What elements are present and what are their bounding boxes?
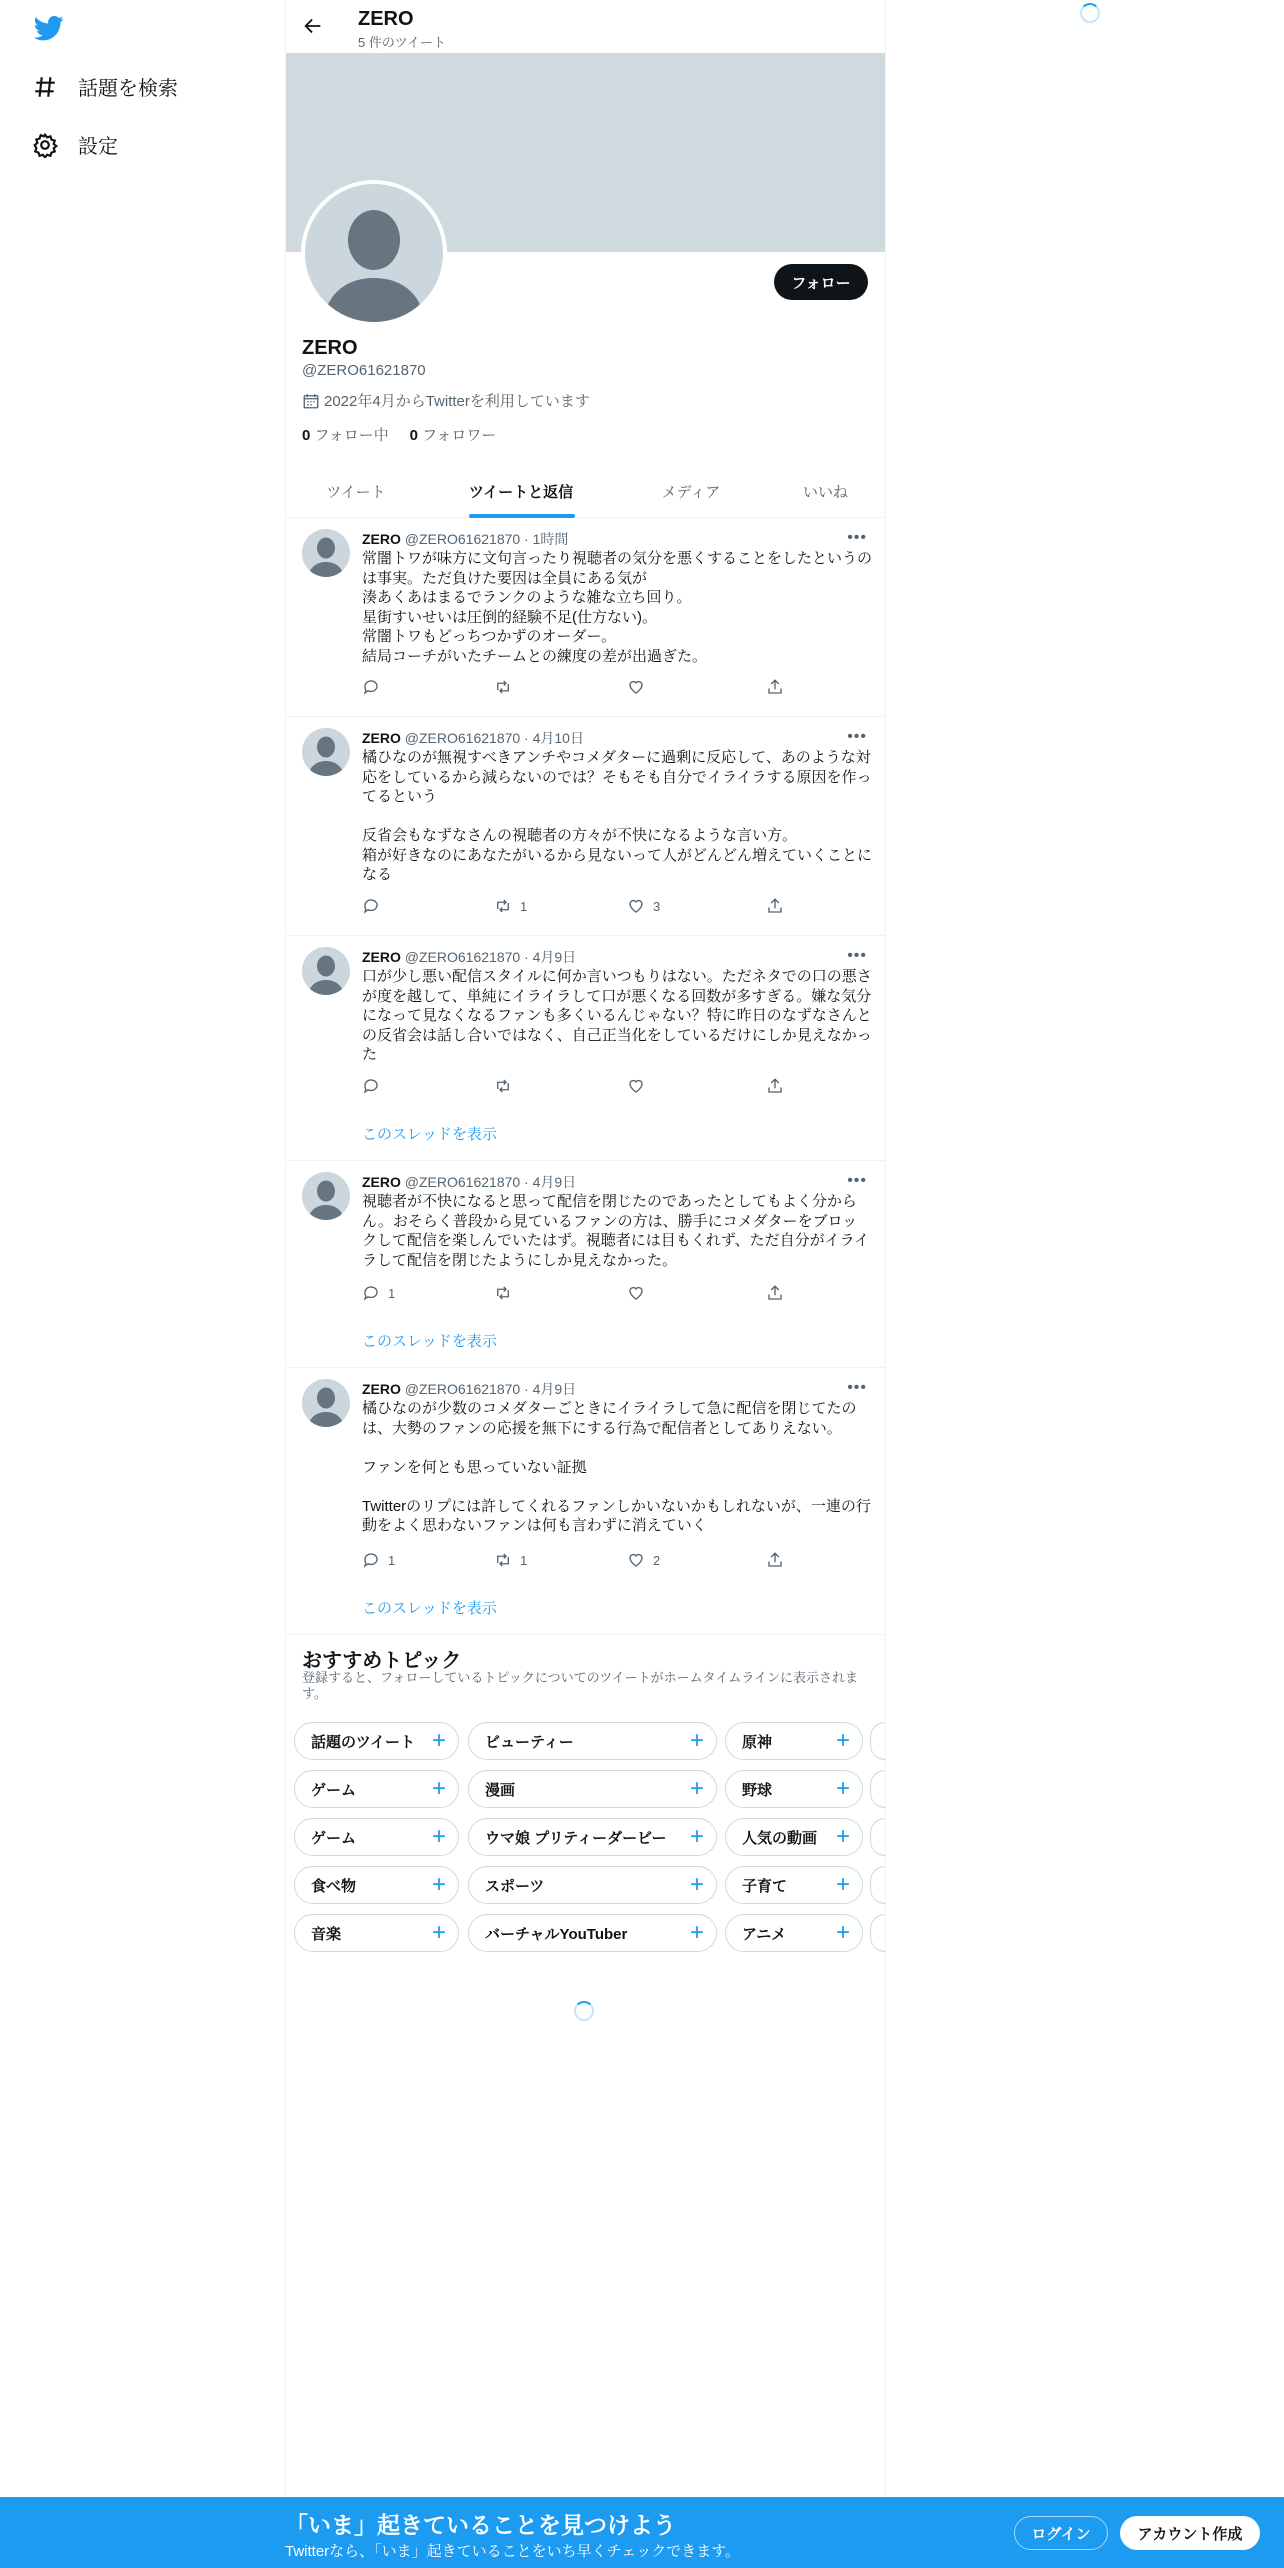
- topic-chip[interactable]: [468, 1722, 717, 1760]
- twitter-bird-icon[interactable]: [32, 13, 66, 43]
- more-options-icon[interactable]: •••: [847, 728, 867, 745]
- topic-chip-label: ビューティー: [485, 1733, 574, 1751]
- header-tweet-count: 5 件のツイート: [358, 35, 446, 50]
- tweet[interactable]: [286, 716, 885, 936]
- show-thread-link[interactable]: このスレッドを表示: [362, 1126, 497, 1143]
- follow-button[interactable]: フォロー: [774, 264, 868, 300]
- default-avatar-icon: [302, 1172, 350, 1220]
- plus-icon[interactable]: +: [835, 1871, 850, 1898]
- nav-settings-label: 設定: [78, 136, 118, 158]
- login-button[interactable]: ログイン: [1014, 2516, 1108, 2550]
- following-link[interactable]: 0 フォロー中: [302, 427, 389, 444]
- back-arrow-icon[interactable]: [302, 15, 324, 37]
- topic-chip[interactable]: [468, 1770, 717, 1808]
- tweet-header: [362, 1379, 576, 1399]
- more-options-icon[interactable]: •••: [847, 1379, 867, 1396]
- retweet-icon: [494, 678, 512, 696]
- tweet-header: [362, 728, 584, 748]
- tab-tweets[interactable]: ツイート: [326, 483, 386, 501]
- loading-spinner: [574, 2001, 594, 2021]
- like-button[interactable]: [627, 1077, 653, 1095]
- tweet-actions: [362, 1551, 782, 1571]
- show-thread-link[interactable]: このスレッドを表示: [362, 1333, 497, 1350]
- share-icon: [766, 1284, 784, 1302]
- tweet-actions: [362, 678, 782, 698]
- topic-chip[interactable]: [294, 1866, 459, 1904]
- topic-chip-label: 野球: [742, 1781, 773, 1799]
- tab-media[interactable]: メディア: [661, 483, 721, 501]
- profile-name: ZERO: [302, 337, 358, 359]
- plus-icon[interactable]: +: [835, 1823, 850, 1850]
- tweet-actions: [362, 1077, 782, 1097]
- topic-chip-label: 話題のツイート: [311, 1733, 415, 1751]
- tweet-author-name[interactable]: ZERO: [362, 730, 401, 746]
- tweet-text: 橘ひなのが無視すべきアンチやコメダターに過剰に反応して、あのような対応をしているから減らないのでは？そもそも自分でイライラする原因を作ってるという 反省会もなずなさんの視聴者の方々が不快になるような言い方。 箱が好きなのにあなたがいるから見ないって人がどんどん増えていくことになる: [362, 749, 873, 883]
- tweet-header: [362, 1172, 576, 1192]
- plus-icon[interactable]: +: [431, 1727, 446, 1754]
- topic-chip[interactable]: [725, 1818, 863, 1856]
- retweet-count: 1: [520, 898, 528, 914]
- like-button[interactable]: [627, 678, 653, 696]
- topic-chip-label: 食べ物: [311, 1877, 357, 1895]
- profile-tabs: [286, 465, 885, 518]
- followers-link[interactable]: 0 フォロワー: [409, 427, 497, 444]
- topic-chip[interactable]: [468, 1866, 717, 1904]
- topics-title: おすすめトピック: [302, 1650, 462, 1672]
- main-column: [285, 0, 886, 2497]
- tweet-text: 口が少し悪い配信スタイルに何か言いつもりはない。ただネタでの口の悪さが度を越して、単純にイライラして口が悪くなる回数が多すぎる。嫌な気分になって見なくなるファンも多くいるんじゃない？特に昨日のなずなさんとの反省会は話し合いではなく、自己正当化をしているだけにしか見えなかった: [362, 968, 872, 1063]
- retweet-button[interactable]: [494, 1551, 527, 1569]
- retweet-count: 1: [520, 1552, 528, 1568]
- tweet-header: [362, 529, 568, 549]
- topic-chip-label: 原神: [742, 1733, 773, 1751]
- signup-button[interactable]: アカウント作成: [1120, 2516, 1260, 2550]
- show-thread-link[interactable]: このスレッドを表示: [362, 1600, 497, 1617]
- plus-icon[interactable]: +: [689, 1871, 704, 1898]
- reply-count: 1: [388, 1285, 396, 1301]
- retweet-icon: [494, 1284, 512, 1302]
- reply-icon: [362, 1551, 380, 1569]
- topic-chip[interactable]: [294, 1770, 459, 1808]
- share-icon: [766, 897, 784, 915]
- hashtag-icon: [32, 74, 58, 100]
- calendar-icon: [302, 392, 320, 410]
- heart-icon: [627, 678, 645, 696]
- share-icon: [766, 678, 784, 696]
- topic-chip-label: ゲーム: [311, 1781, 357, 1799]
- topic-chip-label: バーチャルYouTuber: [485, 1925, 628, 1943]
- tweet-avatar[interactable]: [302, 529, 350, 577]
- tweet-meta: @ZERO61621870 · 4月10日: [404, 730, 584, 746]
- tweet-text: 常闇トワが味方に文句言ったり視聴者の気分を悪くすることをしたというのは事実。ただ負けた要因は全員にある気が 湊あくあはまるでランクのような雑な立ち回り。 星街すいせいは圧倒的経験不足(仕方ない)。 常闇トワもどっちつかずのオーダー。 結局コーチがいたチームとの練度の差が出過ぎた。: [362, 550, 873, 665]
- heart-icon: [627, 1077, 645, 1095]
- topic-chip[interactable]: [294, 1818, 459, 1856]
- tweet-avatar[interactable]: [302, 947, 350, 995]
- loading-spinner-top: [1080, 3, 1100, 23]
- topic-chip-label: 子育て: [742, 1877, 788, 1895]
- share-icon: [766, 1077, 784, 1095]
- retweet-button[interactable]: [494, 1077, 520, 1095]
- plus-icon[interactable]: +: [689, 1775, 704, 1802]
- gear-icon: [32, 132, 58, 158]
- retweet-button[interactable]: [494, 678, 520, 696]
- topic-chip[interactable]: [725, 1770, 863, 1808]
- topics-subtitle: 登録すると、フォローしているトピックについてのツイートがホームタイムラインに表示されます。: [302, 1670, 859, 1701]
- tweet-text: 橘ひなのが少数のコメダターごときにイライラして急に配信を閉じてたのは、大勢のファンの応援を無下にする行為で配信者としてありえない。 ファンを何とも思っていない証拠 Twitterのリプには許してくれるファンしかいないかもしれないが、一連の行動をよく思わないファンは何も言わずに消えていく: [362, 1400, 871, 1534]
- like-count: 3: [653, 898, 661, 914]
- plus-icon[interactable]: +: [835, 1775, 850, 1802]
- nav-settings[interactable]: [32, 130, 118, 159]
- tweet-author-name[interactable]: ZERO: [362, 1381, 401, 1397]
- default-avatar-icon: [302, 1379, 350, 1427]
- topic-chip-label: 漫画: [485, 1781, 516, 1799]
- reply-button[interactable]: [362, 1551, 395, 1569]
- more-options-icon[interactable]: •••: [847, 1172, 867, 1189]
- topic-chip[interactable]: [294, 1914, 459, 1952]
- reply-count: 1: [388, 1552, 396, 1568]
- topic-chip-overflow[interactable]: [870, 1770, 885, 1808]
- share-icon: [766, 1551, 784, 1569]
- like-button[interactable]: [627, 897, 660, 915]
- reply-button[interactable]: [362, 1284, 395, 1302]
- heart-icon: [627, 1284, 645, 1302]
- tweet-avatar[interactable]: [302, 728, 350, 776]
- topic-chip[interactable]: [468, 1818, 717, 1856]
- signup-prompt-subtitle: Twitterなら、「いま」起きていることをいち早くチェックできます。: [285, 2543, 741, 2560]
- topic-chip-overflow[interactable]: [870, 1722, 885, 1760]
- profile-stats: [302, 424, 496, 445]
- topic-chip[interactable]: [725, 1914, 863, 1952]
- tweet-actions: [362, 1284, 782, 1304]
- plus-icon[interactable]: +: [689, 1727, 704, 1754]
- topic-chip[interactable]: [468, 1914, 717, 1952]
- share-button[interactable]: [766, 897, 792, 915]
- tweet-author-name[interactable]: ZERO: [362, 531, 401, 547]
- topic-chip-label: 人気の動画: [742, 1829, 818, 1847]
- more-options-icon[interactable]: •••: [847, 947, 867, 964]
- reply-icon: [362, 897, 380, 915]
- plus-icon[interactable]: +: [431, 1775, 446, 1802]
- reply-button[interactable]: [362, 678, 388, 696]
- nav-explore[interactable]: [32, 72, 178, 101]
- topic-chip-label: ゲーム: [311, 1829, 357, 1847]
- topic-chip-overflow[interactable]: [870, 1914, 885, 1952]
- share-button[interactable]: [766, 1077, 792, 1095]
- topic-chip-label: ウマ娘 プリティーダービー: [485, 1829, 667, 1847]
- plus-icon[interactable]: +: [689, 1919, 704, 1946]
- tweet-avatar[interactable]: [302, 1379, 350, 1427]
- profile-joined-text: 2022年4月からTwitterを利用しています: [324, 393, 590, 410]
- plus-icon[interactable]: +: [835, 1919, 850, 1946]
- default-avatar-icon: [302, 947, 350, 995]
- nav-explore-label: 話題を検索: [78, 78, 178, 100]
- tweet-author-name[interactable]: ZERO: [362, 949, 401, 965]
- topic-chip[interactable]: [725, 1866, 863, 1904]
- heart-icon: [627, 1551, 645, 1569]
- default-avatar-icon: [302, 728, 350, 776]
- like-count: 2: [653, 1552, 661, 1568]
- profile-handle: @ZERO61621870: [302, 362, 426, 379]
- plus-icon[interactable]: +: [431, 1871, 446, 1898]
- reply-icon: [362, 678, 380, 696]
- retweet-button[interactable]: [494, 897, 527, 915]
- plus-icon[interactable]: +: [835, 1727, 850, 1754]
- tab-likes[interactable]: いいね: [802, 483, 848, 501]
- topic-chip[interactable]: [294, 1722, 459, 1760]
- tweet-meta: @ZERO61621870 · 4月9日: [404, 1381, 577, 1397]
- reply-icon: [362, 1284, 380, 1302]
- default-avatar-icon: [305, 184, 443, 322]
- topic-chip-label: スポーツ: [485, 1877, 545, 1895]
- tweet-avatar[interactable]: [302, 1172, 350, 1220]
- tweet[interactable]: [286, 517, 885, 717]
- retweet-icon: [494, 1077, 512, 1095]
- profile-avatar[interactable]: [301, 180, 447, 326]
- tab-tweets-replies[interactable]: ツイートと返信: [468, 483, 574, 501]
- tweet[interactable]: [286, 1160, 885, 1368]
- tweet[interactable]: [286, 935, 885, 1161]
- tweet-meta: @ZERO61621870 · 4月9日: [404, 1174, 577, 1190]
- share-button[interactable]: [766, 1284, 792, 1302]
- topic-chip-label: 音楽: [311, 1925, 342, 1943]
- tweet-meta: @ZERO61621870 · 4月9日: [404, 949, 577, 965]
- topic-chip-overflow[interactable]: [870, 1866, 885, 1904]
- profile-joined: [302, 390, 590, 411]
- topic-chip-overflow[interactable]: [870, 1818, 885, 1856]
- plus-icon[interactable]: +: [689, 1823, 704, 1850]
- reply-icon: [362, 1077, 380, 1095]
- share-button[interactable]: [766, 1551, 792, 1569]
- retweet-button[interactable]: [494, 1284, 520, 1302]
- tweet-author-name[interactable]: ZERO: [362, 1174, 401, 1190]
- default-avatar-icon: [302, 529, 350, 577]
- retweet-icon: [494, 1551, 512, 1569]
- more-options-icon[interactable]: •••: [847, 529, 867, 546]
- tweet-meta: @ZERO61621870 · 1時間: [404, 531, 569, 547]
- reply-button[interactable]: [362, 1077, 388, 1095]
- header-title: ZERO: [358, 8, 414, 30]
- like-button[interactable]: [627, 1284, 653, 1302]
- reply-button[interactable]: [362, 897, 388, 915]
- tweet-header: [362, 947, 576, 967]
- plus-icon[interactable]: +: [431, 1823, 446, 1850]
- plus-icon[interactable]: +: [431, 1919, 446, 1946]
- profile-header-bar: [286, 0, 885, 53]
- signup-prompt-bar: [0, 2497, 1284, 2568]
- signup-prompt-title: 「いま」起きていることを見つけよう: [285, 2512, 676, 2538]
- heart-icon: [627, 897, 645, 915]
- tweet-actions: [362, 897, 782, 917]
- like-button[interactable]: [627, 1551, 660, 1569]
- retweet-icon: [494, 897, 512, 915]
- share-button[interactable]: [766, 678, 792, 696]
- tweet[interactable]: [286, 1367, 885, 1635]
- tweet-text: 視聴者が不快になると思って配信を閉じたのであったとしてもよく分からん。おそらく普段から見ているファンの方は、勝手にコメダターをブロックして配信を楽しんでいたはず。視聴者には目もくれず、ただ自分がイライラして配信を閉じたようにしか見えなかった。: [362, 1193, 870, 1269]
- topic-chip-label: アニメ: [742, 1925, 787, 1943]
- topic-chip[interactable]: [725, 1722, 863, 1760]
